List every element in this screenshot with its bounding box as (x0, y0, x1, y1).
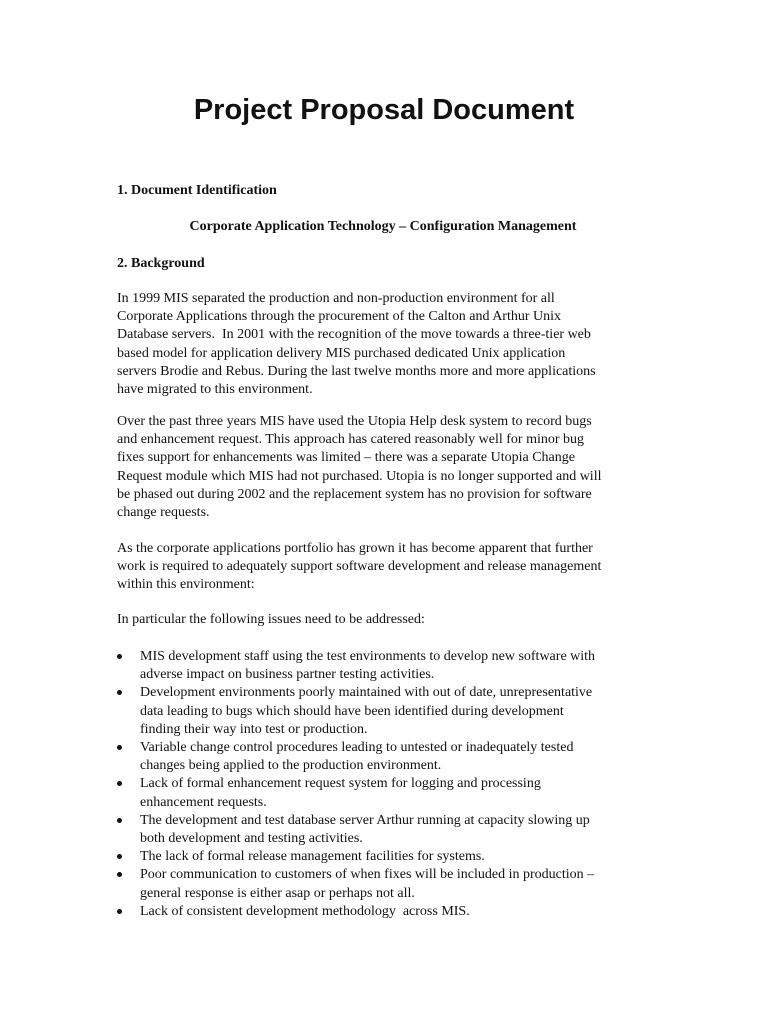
list-item-line: changes being applied to the production environment. (140, 758, 442, 774)
paragraph-line: work is required to adequately support software development and release management (117, 559, 602, 575)
bullet-icon (117, 818, 122, 823)
paragraph-issues-intro (117, 611, 657, 629)
list-item-line: Lack of consistent development methodology across MIS. (140, 903, 470, 919)
list-item (117, 775, 677, 811)
list-item-line: both development and testing activities. (140, 831, 363, 847)
list-item-line: Poor communication to customers of when fixes will be included in production – (140, 867, 595, 883)
list-item (117, 739, 677, 775)
list-item-line: Development environments poorly maintained with out of date, unrepresentative (140, 685, 593, 701)
issues-list (117, 648, 677, 921)
list-item-line: Lack of formal enhancement request system for logging and processing (140, 776, 541, 792)
list-item (117, 903, 677, 921)
list-item-line: enhancement requests. (140, 794, 267, 810)
paragraph-line: have migrated to this environment. (117, 382, 313, 398)
bullet-icon (117, 690, 122, 695)
list-item-line: data leading to bugs which should have been identified during development (140, 703, 564, 719)
document-subtitle: Corporate Application Technology – Configuration Management (189, 219, 577, 234)
paragraph-line: be phased out during 2002 and the replacement system has no provision for software (117, 486, 592, 502)
paragraph-utopia (117, 413, 657, 522)
bullet-icon (117, 872, 122, 877)
list-item (117, 866, 677, 902)
document-title: Project Proposal Document (193, 94, 575, 126)
section-heading-background: 2. Background (117, 256, 205, 271)
paragraph-history (117, 290, 657, 399)
paragraph-line: based model for application delivery MIS purchased dedicated Unix application (117, 345, 566, 361)
paragraph-line: Over the past three years MIS have used the Utopia Help desk system to record bugs (117, 414, 592, 429)
paragraph-line: within this environment: (117, 577, 255, 593)
list-item-line: finding their way into test or production. (140, 721, 368, 737)
paragraph-line: fixes support for enhancements was limited – there was a separate Utopia Change (117, 450, 575, 466)
section-heading-identification: 1. Document Identification (117, 183, 277, 198)
list-item (117, 648, 677, 684)
paragraph-line: servers Brodie and Rebus. During the last twelve months more and more applications (117, 363, 596, 379)
paragraph-line: In 1999 MIS separated the production and non-production environment for all (117, 291, 555, 306)
paragraph-line: Corporate Applications through the procurement of the Calton and Arthur Unix (117, 309, 562, 325)
bullet-icon (117, 854, 122, 859)
list-item-line: general response is either asap or perhaps not all. (140, 885, 415, 901)
paragraph-line: Request module which MIS had not purchased. Utopia is no longer supported and will (117, 468, 602, 484)
list-item (117, 812, 677, 848)
paragraph-line: As the corporate applications portfolio has grown it has become apparent that further (117, 541, 593, 556)
paragraph-line: change requests. (117, 505, 210, 521)
paragraph-line: In particular the following issues need to be addressed: (117, 612, 425, 627)
paragraph-line: Database servers. In 2001 with the recognition of the move towards a three-tier web (117, 327, 591, 343)
bullet-icon (117, 654, 122, 659)
paragraph-portfolio (117, 540, 657, 595)
bullet-icon (117, 781, 122, 786)
bullet-icon (117, 745, 122, 750)
list-item (117, 848, 677, 866)
list-item-line: MIS development staff using the test environments to develop new software with (140, 649, 596, 664)
paragraph-line: and enhancement request. This approach has catered reasonably well for minor bug (117, 432, 585, 448)
list-item-line: Variable change control procedures leading to untested or inadequately tested (140, 740, 574, 756)
bullet-icon (117, 909, 122, 914)
list-item (117, 684, 677, 739)
list-item-line: adverse impact on business partner testing activities. (140, 667, 435, 683)
list-item-line: The development and test database server Arthur running at capacity slowing up (140, 812, 590, 828)
list-item-line: The lack of formal release management facilities for systems. (140, 849, 485, 865)
